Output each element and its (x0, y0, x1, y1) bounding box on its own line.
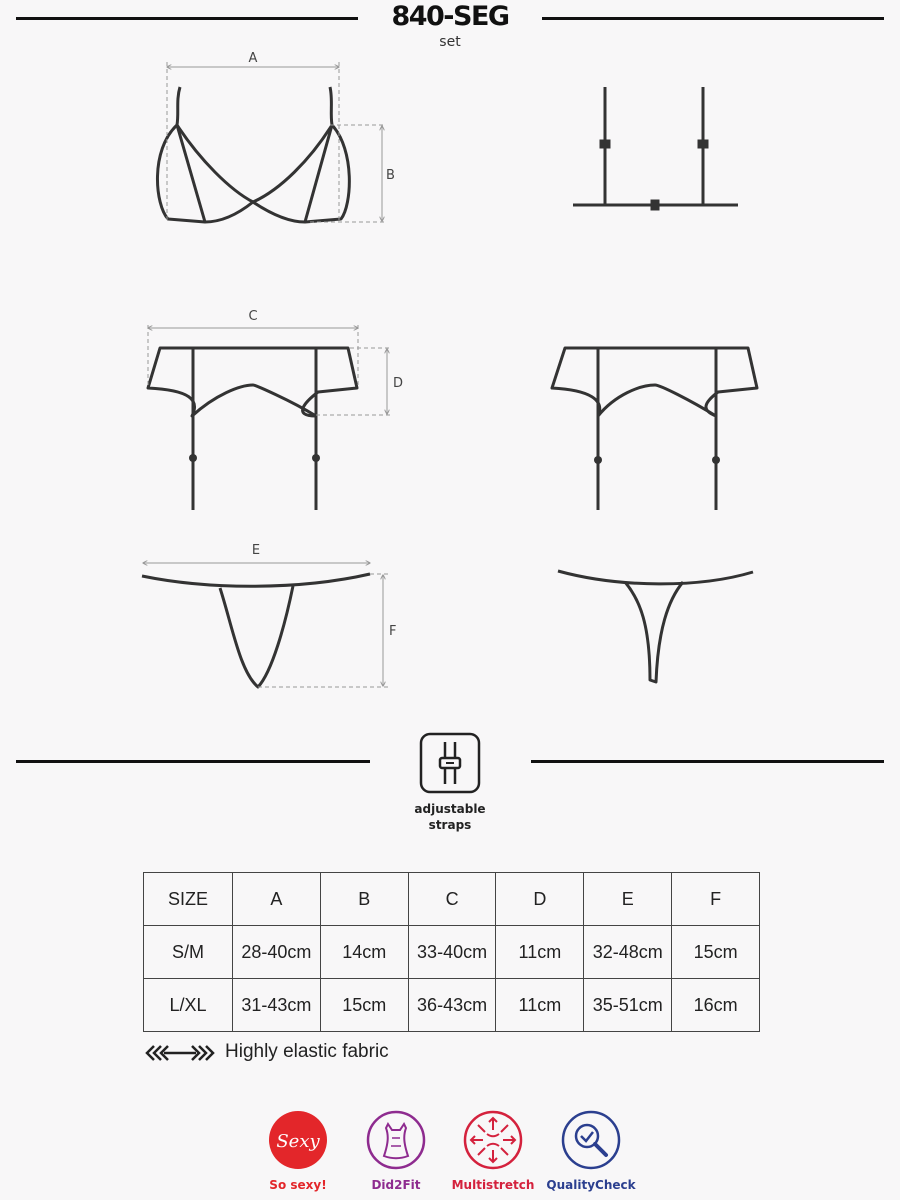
table-cell: 28-40cm (233, 926, 321, 979)
table-cell: 11cm (496, 979, 584, 1032)
dimension-e-label: E (251, 543, 261, 558)
section-rule-left (16, 760, 370, 763)
did2fit-label: Did2Fit (371, 1178, 421, 1192)
did2fit-icon (366, 1110, 426, 1170)
table-header-row (144, 873, 760, 926)
table-cell: S/M (144, 926, 233, 979)
section-rule-right (531, 760, 884, 763)
garter-belt-back-drawing (552, 348, 757, 510)
so-sexy-icon-text: Sexy (276, 1131, 320, 1152)
size-table (143, 872, 760, 1032)
table-cell: 11cm (496, 926, 584, 979)
garter-belt-front-drawing (148, 348, 357, 510)
table-cell: 15cm (320, 979, 408, 1032)
product-subtitle: set (439, 34, 461, 50)
table-header-cell: B (320, 873, 408, 926)
dimension-b-label: B (386, 168, 395, 183)
table-cell: 33-40cm (408, 926, 496, 979)
table-header-cell: SIZE (144, 873, 233, 926)
table-cell: 15cm (672, 926, 760, 979)
table-cell: 32-48cm (584, 926, 672, 979)
dimension-a-label: A (248, 51, 258, 66)
table-cell: 14cm (320, 926, 408, 979)
multistretch-icon (463, 1110, 523, 1170)
bra-front-drawing (157, 87, 349, 222)
table-header-cell: C (408, 873, 496, 926)
adjustable-straps-icon (419, 732, 481, 794)
table-header-cell: D (496, 873, 584, 926)
fabric-note: Highly elastic fabric (225, 1041, 389, 1062)
bra-back-drawing (573, 87, 738, 209)
table-cell: 36-43cm (408, 979, 496, 1032)
so-sexy-icon (268, 1110, 328, 1170)
qualitycheck-label: QualityCheck (546, 1178, 636, 1192)
table-cell: 16cm (672, 979, 760, 1032)
dimension-f-label: F (389, 624, 397, 639)
table-header-cell: F (672, 873, 760, 926)
table-row (144, 926, 760, 979)
table-row (144, 979, 760, 1032)
thong-front-drawing (142, 574, 370, 687)
table-header-cell: A (233, 873, 321, 926)
thong-back-drawing (558, 571, 753, 682)
table-cell: 35-51cm (584, 979, 672, 1032)
multistretch-label: Multistretch (451, 1178, 535, 1192)
adjustable-straps-label: adjustable straps (414, 802, 486, 832)
table-cell: L/XL (144, 979, 233, 1032)
elastic-arrows-icon (144, 1044, 216, 1062)
dimension-c-label: C (248, 309, 258, 324)
so-sexy-label: So sexy! (269, 1178, 327, 1192)
product-title: 840-SEG (391, 1, 509, 32)
table-header-cell: E (584, 873, 672, 926)
dimension-d-label: D (393, 376, 404, 391)
table-cell: 31-43cm (233, 979, 321, 1032)
qualitycheck-icon (561, 1110, 621, 1170)
